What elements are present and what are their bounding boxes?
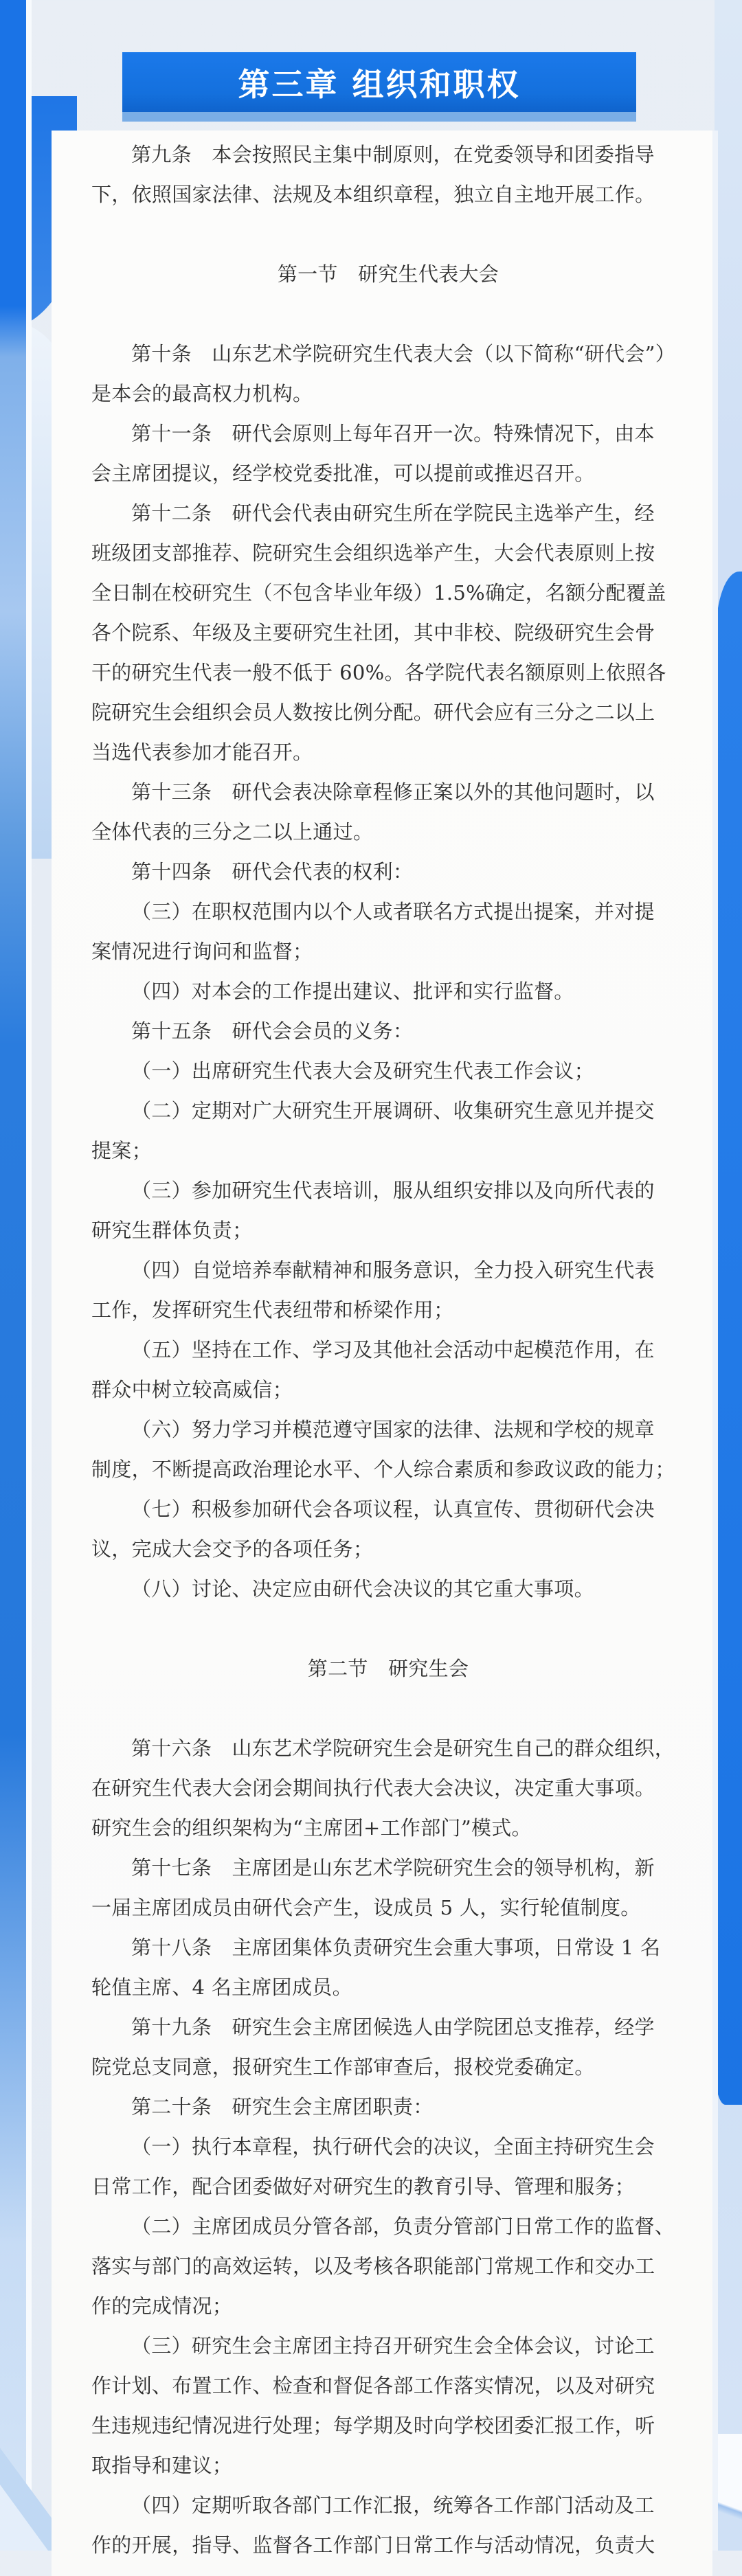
decor-left-white-line	[26, 0, 32, 2551]
doc-line: 班级团支部推荐、院研究生会组织选举产生，大会代表原则上按	[91, 541, 655, 565]
doc-line: 下，依照国家法律、法规及本组织章程，独立自主地开展工作。	[91, 183, 655, 206]
doc-line: 第十七条 主席团是山东艺术学院研究生会的领导机构，新	[131, 1856, 655, 1879]
doc-line: 作计划、布置工作、检查和督促各部工作落实情况，以及对研究	[91, 2374, 655, 2397]
doc-line: 工作，发挥研究生代表纽带和桥梁作用；	[91, 1298, 454, 1322]
doc-line: 群众中树立较高威信；	[91, 1378, 293, 1401]
doc-line: 落实与部门的高效运转，以及考核各职能部门常规工作和交办工	[91, 2255, 655, 2278]
chapter-title: 第三章 组织和职权	[238, 65, 521, 103]
doc-lines	[91, 135, 685, 2565]
doc-line: 第十八条 主席团集体负责研究生会重大事项，日常设 1 名	[131, 1936, 661, 1959]
doc-line: （七）积极参加研代会各项议程，认真宣传、贯彻研代会决	[131, 1498, 655, 1521]
doc-line: 研究生群体负责；	[91, 1219, 253, 1242]
doc-line: 作的开展，指导、监督各工作部门日常工作与活动情况，负责大	[91, 2533, 655, 2557]
doc-line: 第二十条 研究生会主席团职责：	[131, 2095, 434, 2119]
doc-line: （三）参加研究生代表培训，服从组织安排以及向所代表的	[131, 1179, 655, 1202]
doc-line: 提案；	[91, 1139, 152, 1162]
doc-line: （一）执行本章程，执行研代会的决议，全面主持研究生会	[131, 2135, 655, 2158]
doc-line: 制度，不断提高政治理论水平、个人综合素质和参政议政的能力；	[91, 1458, 675, 1481]
doc-line: 研究生会的组织架构为“主席团+工作部门”模式。	[91, 1816, 532, 1840]
doc-line: 第九条 本会按照民主集中制原则，在党委领导和团委指导	[131, 143, 655, 166]
doc-line: （三）在职权范围内以个人或者联名方式提出提案，并对提	[131, 900, 655, 923]
doc-line: 作的完成情况；	[91, 2294, 233, 2318]
doc-line: 议，完成大会交予的各项任务；	[91, 1537, 374, 1561]
doc-line: 第十六条 山东艺术学院研究生会是研究生自己的群众组织，	[131, 1737, 675, 1760]
doc-line: 取指导和建议；	[91, 2454, 233, 2477]
doc-line: 轮值主席、4 名主席团成员。	[91, 1976, 352, 1999]
blank-line	[91, 294, 685, 334]
doc-line: 第十二条 研代会代表由研究生所在学院民主选举产生，经	[131, 501, 655, 525]
doc-line: 干的研究生代表一般不低于 60%。各学院代表名额原则上依照各	[91, 661, 666, 684]
chapter-banner-strip	[122, 112, 636, 122]
section-heading: 第二节 研究生会	[307, 1657, 469, 1680]
blank-line	[91, 214, 685, 254]
doc-line: 第十一条 研代会原则上每年召开一次。特殊情况下，由本	[131, 422, 655, 445]
blank-line	[91, 1609, 685, 1649]
doc-line: （四）自觉培养奉献精神和服务意识，全力投入研究生代表	[131, 1258, 655, 1282]
doc-line: （四）对本会的工作提出建议、批评和实行监督。	[131, 980, 574, 1003]
chapter-banner	[122, 52, 636, 112]
doc-line: 一届主席团成员由研代会产生，设成员 5 人，实行轮值制度。	[91, 1896, 641, 1919]
doc-line: （八）讨论、决定应由研代会决议的其它重大事项。	[131, 1577, 594, 1601]
doc-line: 在研究生代表大会闭会期间执行代表大会决议，决定重大事项。	[91, 1776, 655, 1800]
doc-line: （五）坚持在工作、学习及其他社会活动中起模范作用，在	[131, 1338, 655, 1362]
doc-line: 第十九条 研究生会主席团候选人由学院团总支推荐，经学	[131, 2015, 655, 2039]
document-card	[52, 131, 712, 2576]
doc-line: 各个院系、年级及主要研究生社团，其中非校、院级研究生会骨	[91, 621, 655, 644]
decor-right-blue-band	[716, 572, 742, 2105]
blank-line	[91, 1688, 685, 1728]
doc-line: 第十五条 研代会会员的义务：	[131, 1019, 414, 1043]
doc-line: 生违规违纪情况进行处理；每学期及时向学校团委汇报工作，听	[91, 2414, 655, 2437]
doc-line: 院研究生会组织会员人数按比例分配。研代会应有三分之二以上	[91, 701, 655, 724]
doc-line: （六）努力学习并模范遵守国家的法律、法规和学校的规章	[131, 1418, 655, 1441]
doc-line: 第十条 山东艺术学院研究生代表大会（以下简称“研代会”）	[131, 342, 676, 365]
doc-line: 全体代表的三分之二以上通过。	[91, 820, 374, 844]
doc-line: 第十四条 研代会代表的权利：	[131, 860, 414, 883]
doc-line: 全日制在校研究生（不包含毕业年级）1.5%确定，名额分配覆盖	[91, 581, 666, 605]
doc-line: 会主席团提议，经学校党委批准，可以提前或推迟召开。	[91, 462, 595, 485]
doc-line: （四）定期听取各部门工作汇报，统筹各工作部门活动及工	[131, 2494, 655, 2517]
doc-line: 日常工作，配合团委做好对研究生的教育引导、管理和服务；	[91, 2175, 636, 2198]
doc-line: 是本会的最高权力机构。	[91, 382, 313, 405]
doc-line: 院党总支同意，报研究生工作部审查后，报校党委确定。	[91, 2055, 595, 2079]
doc-line: （二）主席团成员分管各部，负责分管部门日常工作的监督、	[131, 2215, 675, 2238]
doc-line: 第十三条 研代会表决除章程修正案以外的其他问题时，以	[131, 780, 655, 804]
doc-line: （二）定期对广大研究生开展调研、收集研究生意见并提交	[131, 1099, 655, 1122]
section-heading: 第一节 研究生代表大会	[277, 262, 499, 286]
doc-line: 当选代表参加才能召开。	[91, 741, 313, 764]
doc-line: （一）出席研究生代表大会及研究生代表工作会议；	[131, 1059, 594, 1083]
doc-line: （三）研究生会主席团主持召开研究生会全体会议，讨论工	[131, 2334, 655, 2358]
doc-line: 案情况进行询问和监督；	[91, 940, 313, 963]
decor-left-ribbon	[0, 0, 26, 2551]
